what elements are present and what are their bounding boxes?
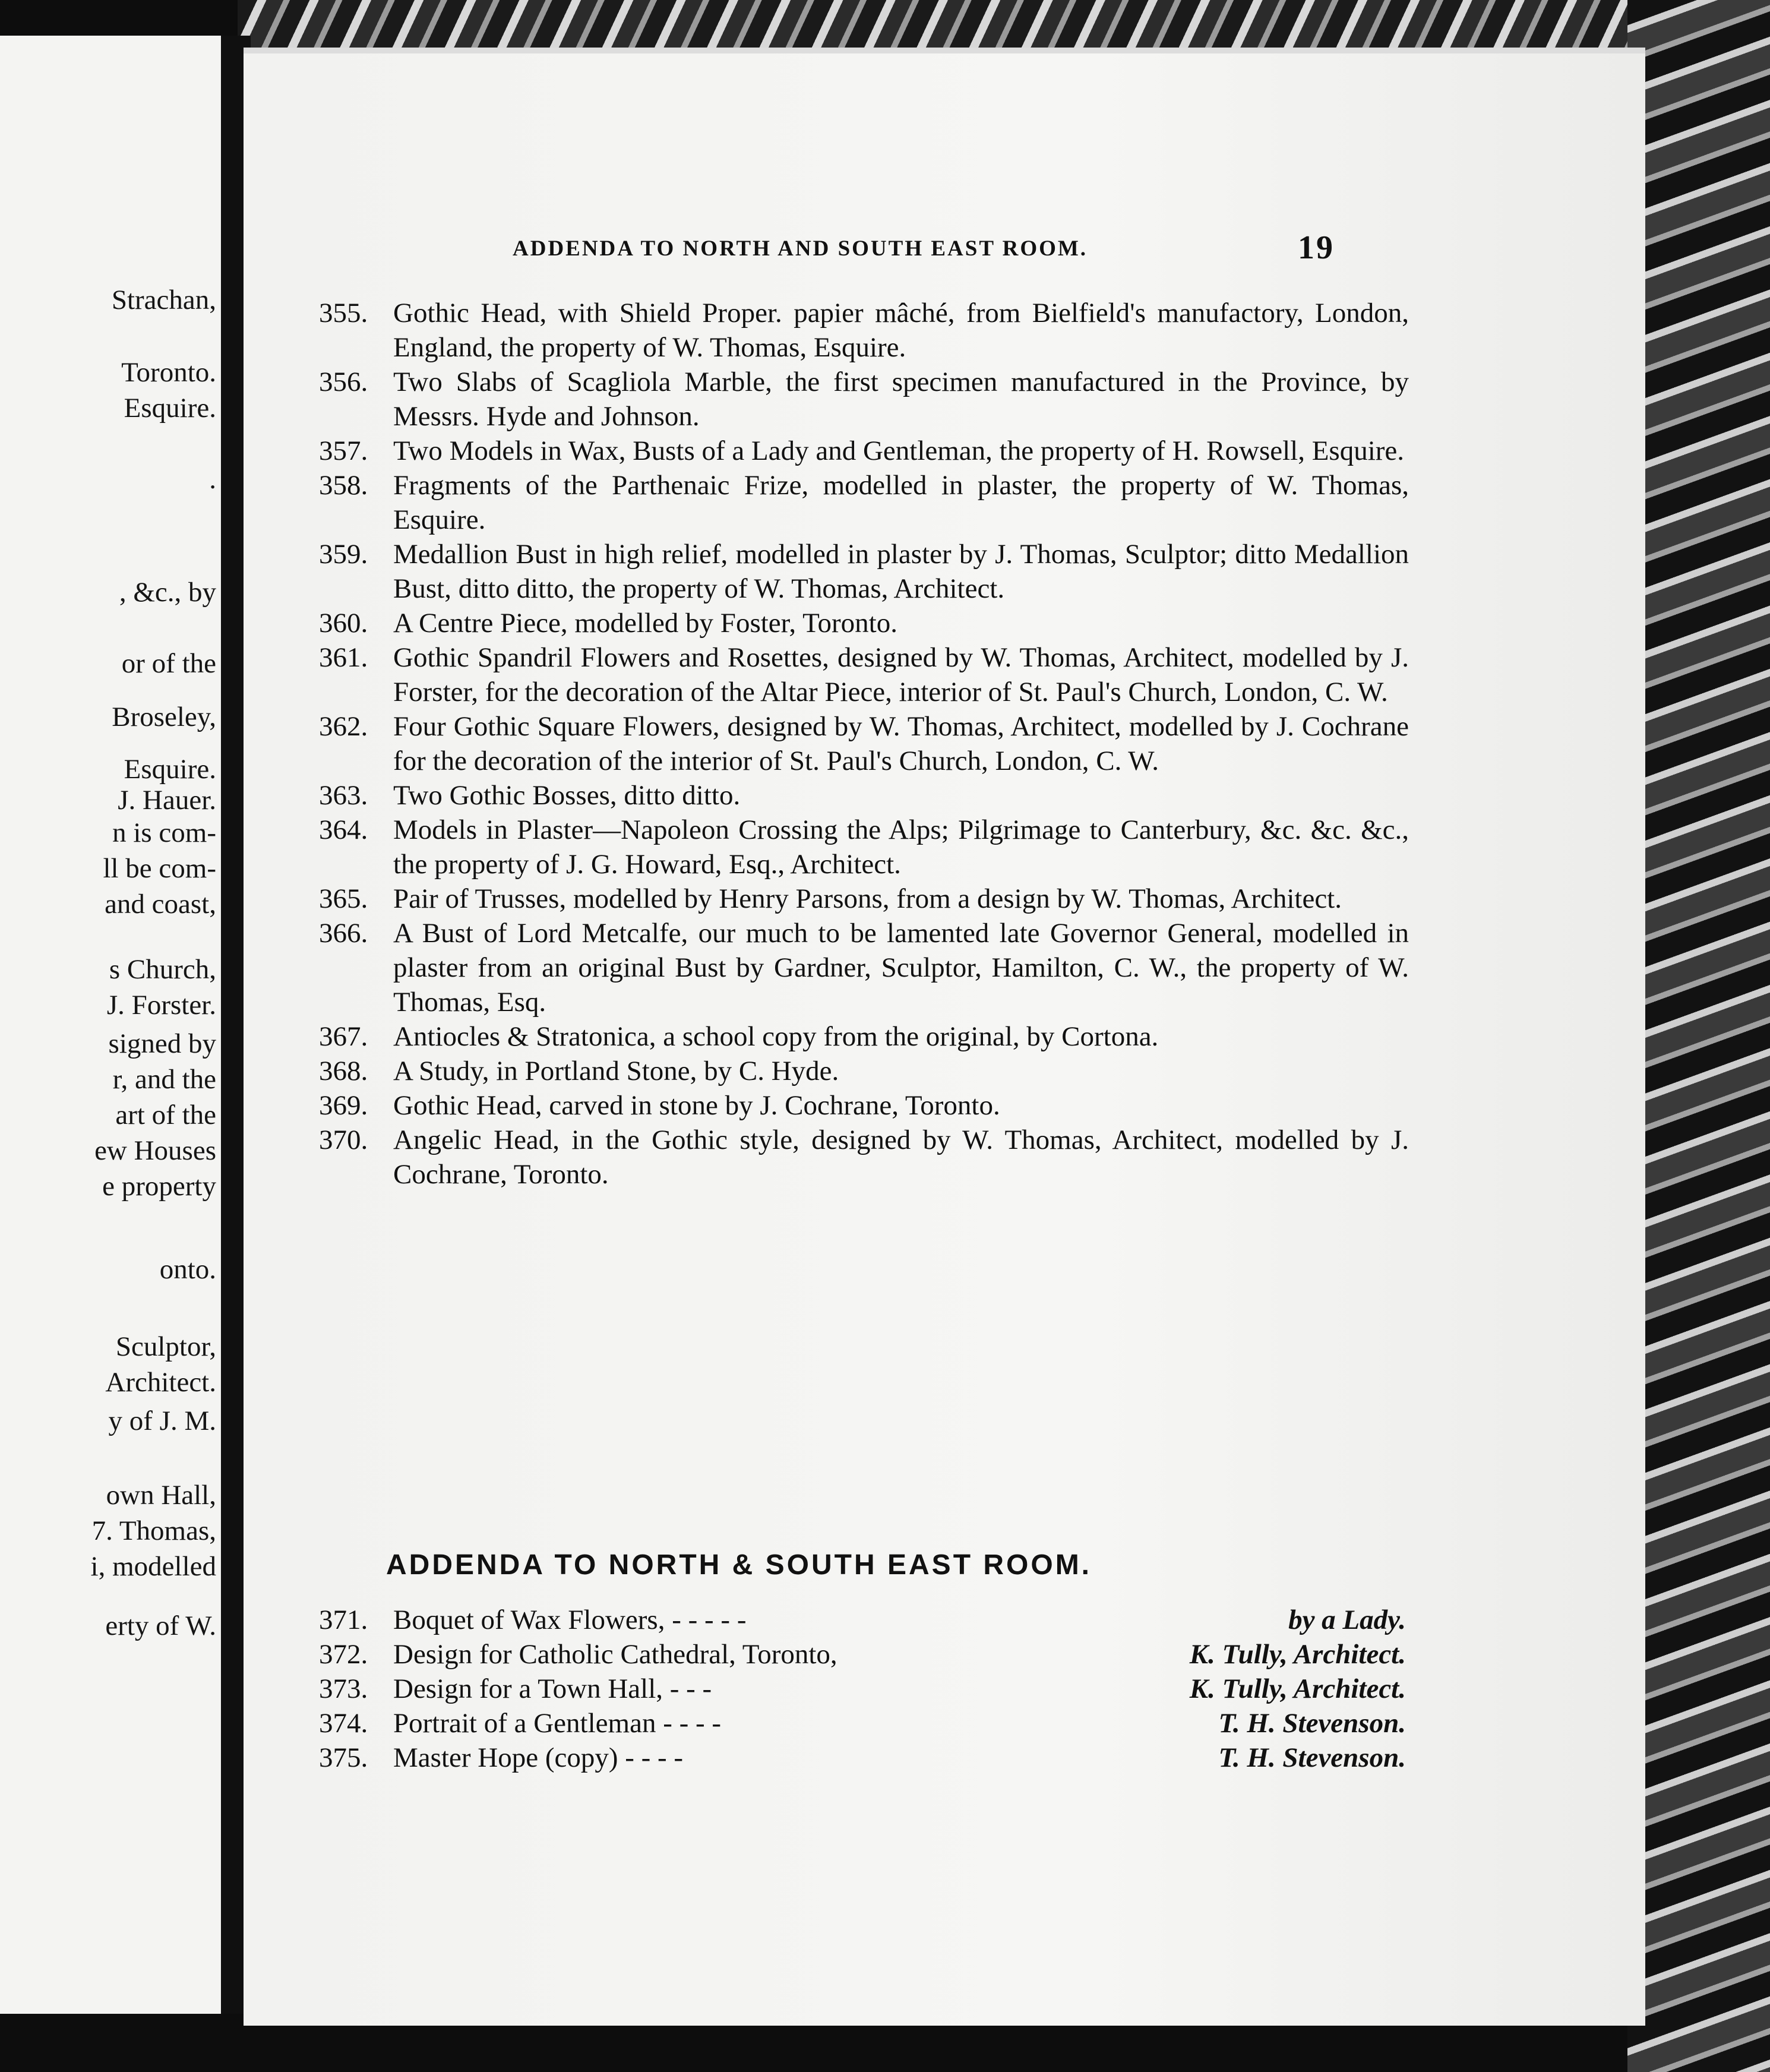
entry-credit: T. H. Stevenson. <box>1218 1742 1406 1773</box>
entry-number: 363. <box>319 780 368 811</box>
catalogue-entry <box>319 537 1409 606</box>
entry-credit: T. H. Stevenson. <box>1218 1708 1406 1739</box>
entry-text: Gothic Head, carved in stone by J. Cochrane, Toronto. <box>393 1090 1000 1121</box>
facing-page-text: art of the <box>115 1100 216 1130</box>
entry-number: 358. <box>319 470 368 501</box>
marbled-cover-edge <box>1627 0 1770 2072</box>
entry-number: 375. <box>319 1742 368 1773</box>
entry-number: 370. <box>319 1125 368 1155</box>
catalogue-entry <box>319 882 1409 916</box>
page-number: 19 <box>1298 229 1335 266</box>
addenda-entry <box>319 1672 1406 1706</box>
catalogue-entry <box>319 365 1409 434</box>
entry-number: 373. <box>319 1673 368 1704</box>
entry-credit: K. Tully, Architect. <box>1189 1639 1406 1670</box>
entry-title: Boquet of Wax Flowers, - - - - - <box>393 1604 747 1635</box>
facing-page-text: J. Hauer. <box>118 785 216 816</box>
facing-page-text: Architect. <box>105 1367 216 1398</box>
catalogue-entry <box>319 468 1409 537</box>
catalogue-entry <box>319 813 1409 882</box>
facing-page-text: s Church, <box>109 954 216 985</box>
facing-page-text: erty of W. <box>105 1610 216 1641</box>
entry-text: Gothic Head, with Shield Proper. papier mâché, from Bielfield's manufactory, London, England, the property of W. Thomas, Esquire. <box>393 298 1409 363</box>
entry-text: Two Models in Wax, Busts of a Lady and Gentleman, the property of H. Rowsell, Esquire. <box>393 435 1405 466</box>
entry-number: 371. <box>319 1604 368 1635</box>
entry-text: Four Gothic Square Flowers, designed by W. Thomas, Architect, modelled by J. Cochrane for the decoration of the interior of St. Paul's Church, London, C. W. <box>393 711 1409 776</box>
entry-number: 365. <box>319 883 368 914</box>
facing-page-text: own Hall, <box>106 1480 216 1511</box>
entry-text: Pair of Trusses, modelled by Henry Parsons, from a design by W. Thomas, Architect. <box>393 883 1342 914</box>
addenda-list <box>319 1603 1406 1775</box>
facing-page-text: Toronto. <box>121 357 216 388</box>
facing-page-text: J. Forster. <box>106 990 216 1021</box>
catalogue-entry <box>319 1054 1409 1088</box>
catalogue-entry <box>319 778 1409 813</box>
entry-number: 360. <box>319 608 368 639</box>
entry-number: 372. <box>319 1639 368 1670</box>
catalogue-entry <box>319 296 1409 365</box>
entry-text: A Bust of Lord Metcalfe, our much to be lamented late Governor General, modelled in plaster from an original Bust by Gardner, Sculptor, Hamilton, C. W., the property of W. Thomas, Esq. <box>393 918 1409 1018</box>
entry-text: A Study, in Portland Stone, by C. Hyde. <box>393 1056 839 1086</box>
addenda-entry <box>319 1637 1406 1672</box>
facing-page-text: Broseley, <box>112 702 216 732</box>
entry-text: Medallion Bust in high relief, modelled in plaster by J. Thomas, Sculptor; ditto Medallion Bust, ditto ditto, the property of W. Thomas, Architect. <box>393 539 1409 604</box>
entry-text: Fragments of the Parthenaic Frize, modelled in plaster, the property of W. Thomas, Esquire. <box>393 470 1409 535</box>
facing-page-text: e property <box>102 1171 216 1202</box>
facing-page-text: , &c., by <box>119 577 216 608</box>
facing-page-text: signed by <box>108 1028 216 1059</box>
entry-credit: K. Tully, Architect. <box>1189 1673 1406 1704</box>
entry-number: 361. <box>319 642 368 673</box>
entry-text: A Centre Piece, modelled by Foster, Toronto. <box>393 608 897 639</box>
facing-page-text: i, modelled <box>90 1551 216 1582</box>
entry-title: Design for Catholic Cathedral, Toronto, <box>393 1639 837 1670</box>
facing-page-text: ll be com- <box>103 853 216 884</box>
running-title: ADDENDA TO NORTH AND SOUTH EAST ROOM. <box>513 236 1088 261</box>
entry-title: Master Hope (copy) - - - - <box>393 1742 684 1773</box>
facing-page-text: r, and the <box>112 1064 216 1095</box>
catalogue-page <box>244 48 1645 2026</box>
facing-page-text: Esquire. <box>124 393 216 424</box>
facing-page-text: Sculptor, <box>115 1331 216 1362</box>
entry-number: 364. <box>319 814 368 845</box>
facing-page-text: y of J. M. <box>108 1405 216 1436</box>
addenda-entry <box>319 1706 1406 1741</box>
entry-credit: by a Lady. <box>1288 1604 1406 1635</box>
facing-page-text: n is com- <box>112 817 216 848</box>
catalogue-entry <box>319 606 1409 640</box>
entry-title: Portrait of a Gentleman - - - - <box>393 1708 722 1739</box>
catalogue-entry <box>319 434 1409 468</box>
entry-number: 357. <box>319 435 368 466</box>
addenda-entry <box>319 1741 1406 1775</box>
entry-text: Models in Plaster—Napoleon Crossing the Alps; Pilgrimage to Canterbury, &c. &c. &c., the property of J. G. Howard, Esq., Architect. <box>393 814 1409 880</box>
facing-page-text: or of the <box>121 648 216 679</box>
facing-page-text: and coast, <box>105 889 216 920</box>
entry-number: 355. <box>319 298 368 329</box>
catalogue-entry <box>319 1019 1409 1054</box>
addenda-entry <box>319 1603 1406 1637</box>
facing-page-text: onto. <box>159 1254 216 1285</box>
catalogue-entry <box>319 916 1409 1019</box>
entry-number: 374. <box>319 1708 368 1739</box>
entry-title: Design for a Town Hall, - - - <box>393 1673 712 1704</box>
entry-text: Two Slabs of Scagliola Marble, the first specimen manufactured in the Province, by Messrs. Hyde and Johnson. <box>393 367 1409 432</box>
facing-page-text: Esquire. <box>124 754 216 785</box>
entry-number: 369. <box>319 1090 368 1121</box>
facing-page-text: . <box>209 464 216 495</box>
catalogue-entry <box>319 640 1409 709</box>
facing-page-text: Strachan, <box>111 285 216 315</box>
entry-text: Two Gothic Bosses, ditto ditto. <box>393 780 741 811</box>
entry-number: 367. <box>319 1021 368 1052</box>
entry-text: Antiocles & Stratonica, a school copy from the original, by Cortona. <box>393 1021 1159 1052</box>
entry-text: Gothic Spandril Flowers and Rosettes, designed by W. Thomas, Architect, modelled by J. Forster, for the decoration of the Altar Piece, interior of St. Paul's Church, London, C. W. <box>393 642 1409 707</box>
entry-number: 356. <box>319 367 368 397</box>
facing-page-text: 7. Thomas, <box>91 1515 216 1546</box>
catalogue-entries <box>319 296 1409 1192</box>
facing-page-text: ew Houses <box>94 1135 216 1166</box>
section-heading: ADDENDA TO NORTH & SOUTH EAST ROOM. <box>386 1549 1092 1581</box>
entry-number: 368. <box>319 1056 368 1086</box>
entry-number: 362. <box>319 711 368 742</box>
catalogue-entry <box>319 709 1409 778</box>
facing-page-fragment <box>0 36 221 2014</box>
entry-number: 366. <box>319 918 368 949</box>
entry-text: Angelic Head, in the Gothic style, designed by W. Thomas, Architect, modelled by J. Cochrane, Toronto. <box>393 1125 1409 1190</box>
catalogue-entry <box>319 1088 1409 1123</box>
entry-number: 359. <box>319 539 368 570</box>
catalogue-entry <box>319 1123 1409 1192</box>
